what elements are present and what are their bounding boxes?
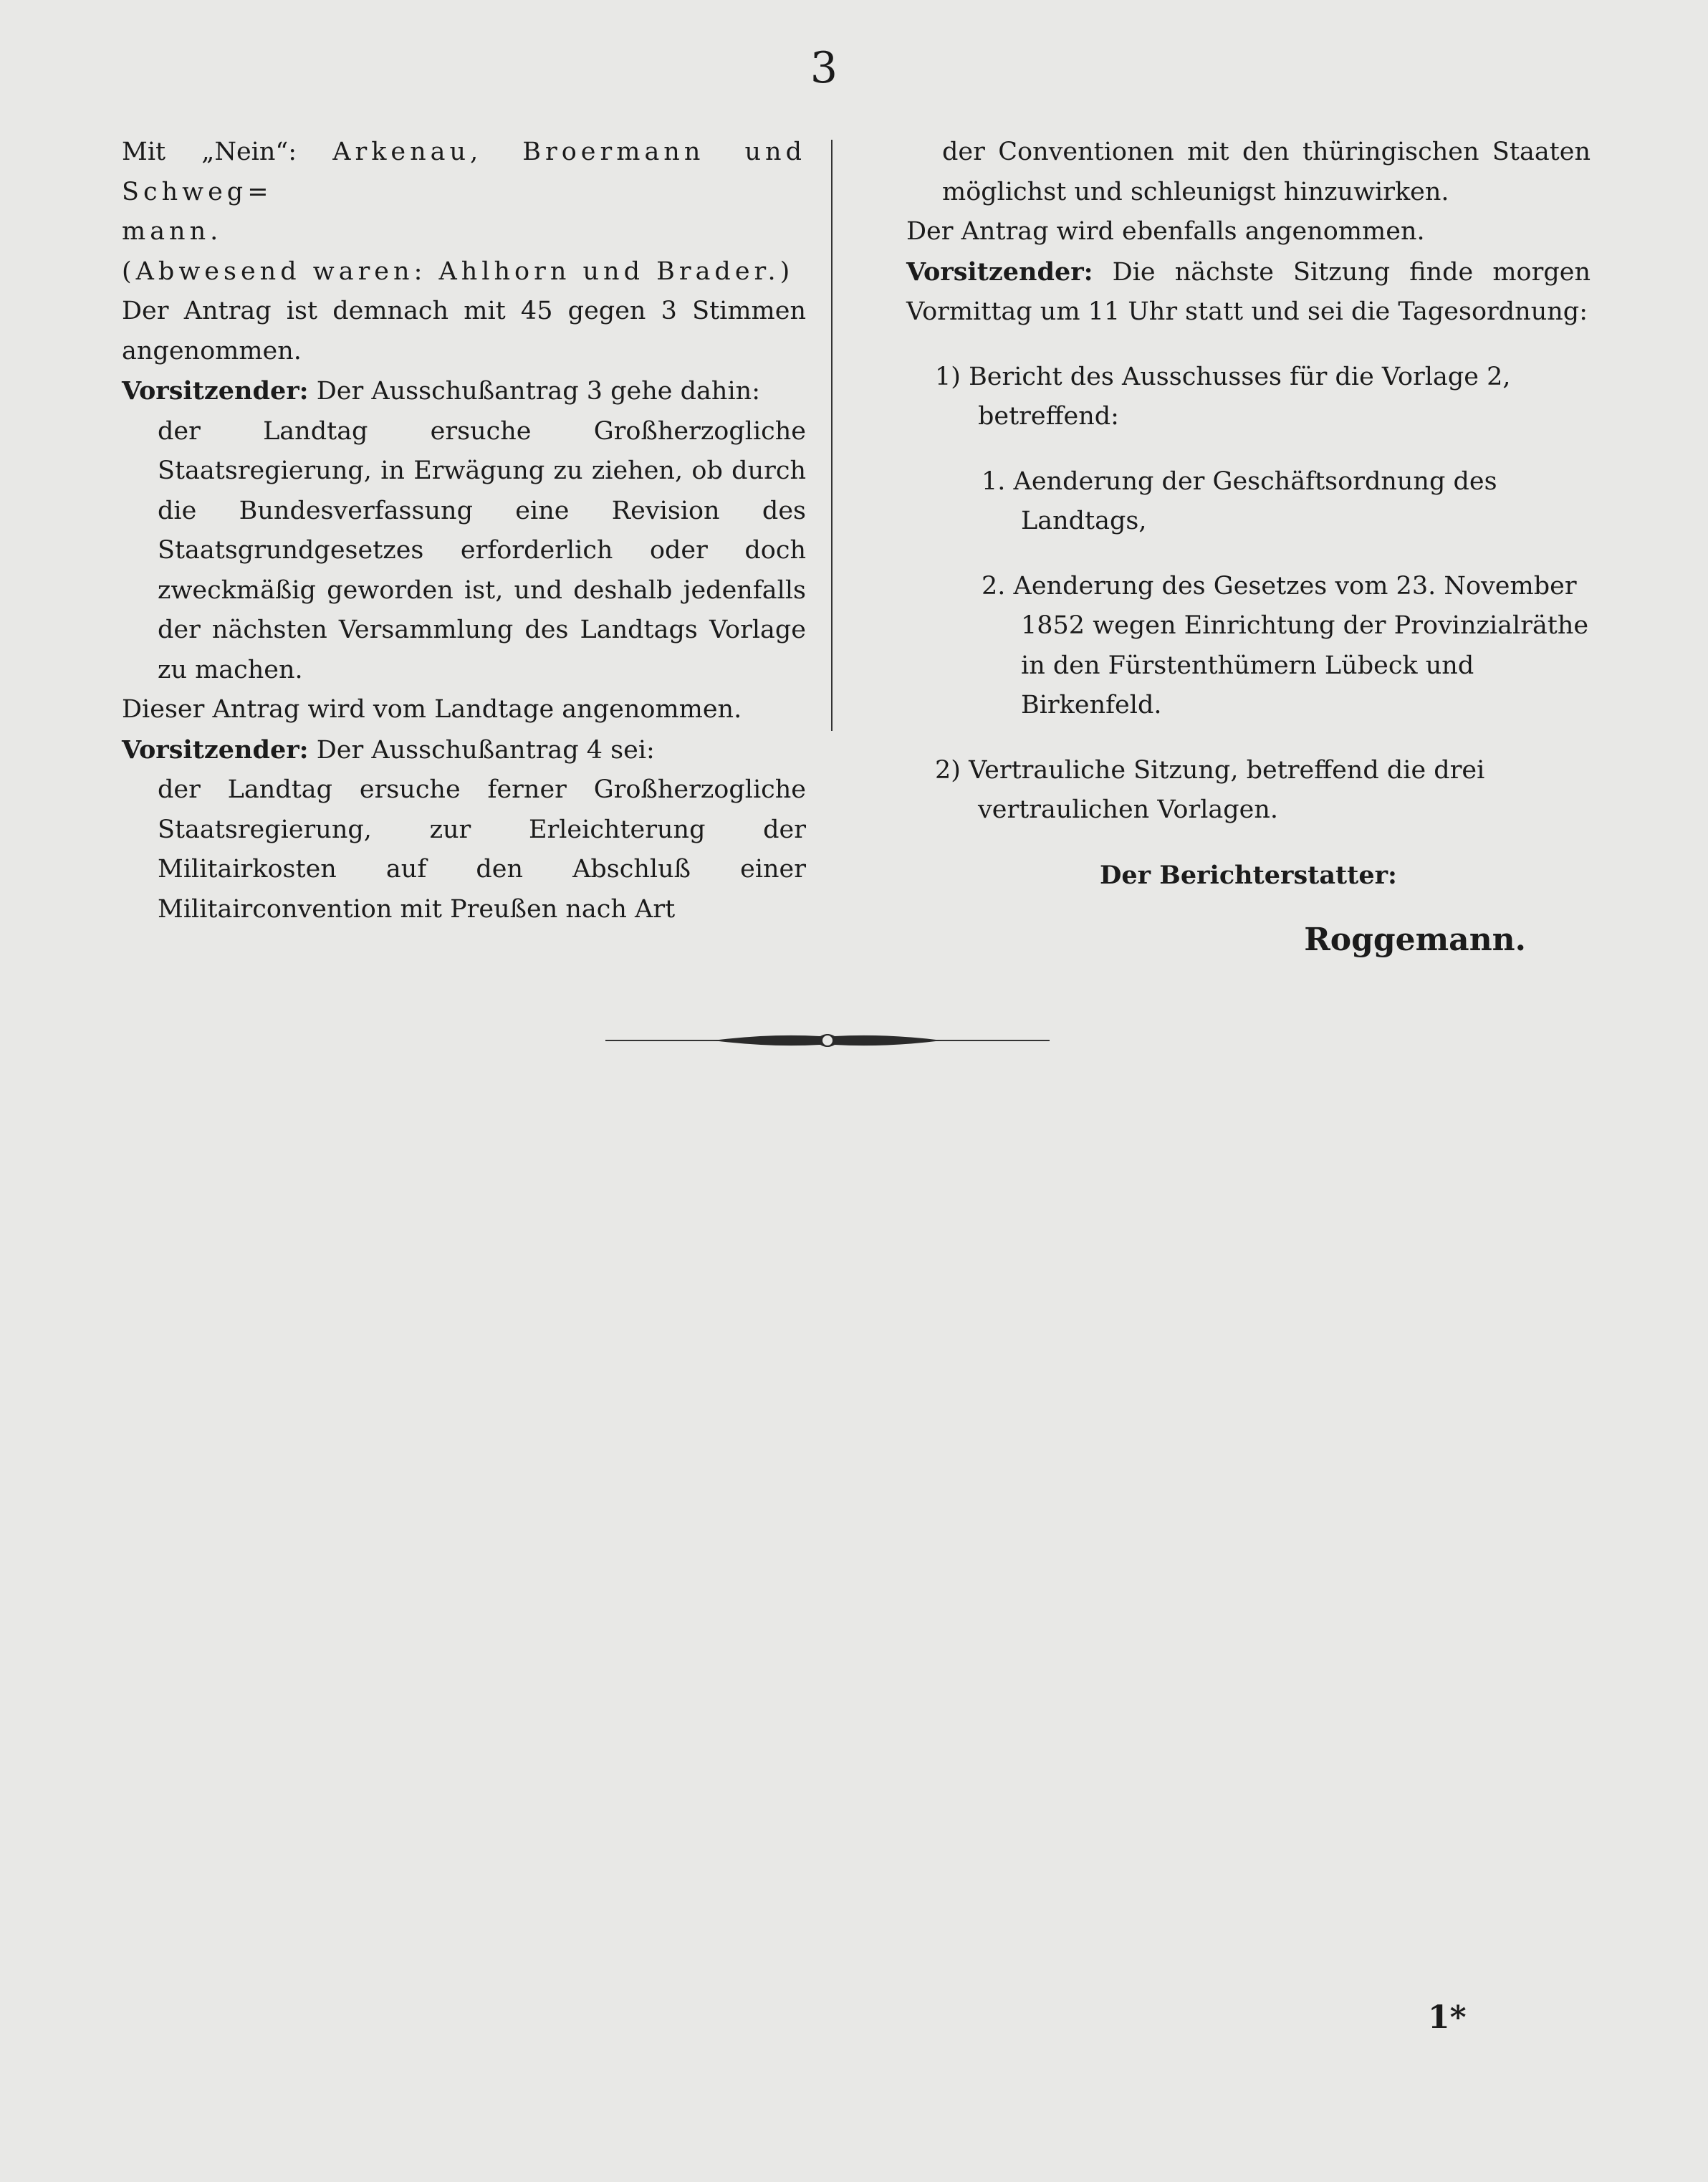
right-column: [906, 133, 1591, 992]
motion-3-result: Dieser Antrag wird vom Landtage angenommen.: [122, 695, 742, 724]
speaker-label: Vorsitzender:: [906, 257, 1093, 287]
speaker-label: Vorsitzender:: [122, 734, 309, 765]
column-divider: [831, 140, 833, 731]
page-number: 3: [810, 43, 838, 93]
result-line: Der Antrag ist demnach mit 45 gegen 3 Stimmen angenommen.: [122, 297, 806, 365]
agenda-list: [906, 358, 1591, 831]
agenda-subitem-2: 2. Aenderung des Gesetzes vom 23. November 1852 wegen Einrichtung der Provinzialräthe in den Fürstenthümern Lübeck und Birkenfeld.: [982, 571, 1589, 719]
sheet-signature-mark: 1*: [1428, 1999, 1467, 2036]
motion-4-intro: Vorsitzender: Der Ausschußantrag 4 sei:: [122, 734, 655, 765]
vote-no-names-cont: mann.: [122, 217, 223, 246]
motion-3-intro: Vorsitzender: Der Ausschußantrag 3 gehe dahin:: [122, 376, 760, 406]
next-session: Vorsitzender: Die nächste Sitzung finde morgen Vormittag um 11 Uhr statt und sei die Tagesordnung:: [906, 257, 1591, 326]
agenda-item-1: 1) Bericht des Ausschusses für die Vorlage 2, betreffend:: [935, 362, 1511, 431]
vote-no-prefix: Mit „Nein“:: [122, 138, 333, 166]
motion-4-result: Der Antrag wird ebenfalls angenommen.: [906, 217, 1425, 246]
vote-no-names: Arkenau, Broermann und Schweg=: [122, 138, 806, 206]
motion-4-text-cont: der Conventionen mit den thüringischen Staaten möglichst und schleunigst hinzuwirken.: [942, 138, 1591, 206]
agenda-item-2: 2) Vertrauliche Sitzung, betreffend die drei vertraulichen Vorlagen.: [935, 755, 1485, 824]
agenda-subitem-1: 1. Aenderung der Geschäftsordnung des Landtags,: [982, 466, 1497, 535]
reporter-label: Der Berichterstatter:: [1100, 860, 1397, 890]
left-column: [122, 133, 806, 929]
vote-no-line: [122, 133, 806, 252]
motion-4-text: der Landtag ersuche ferner Großherzogliche Staatsregierung, zur Erleichterung der Militairkosten auf den Abschluß einer Militairconvention mit Preußen nach Art: [158, 775, 806, 924]
motion-3-text: der Landtag ersuche Großherzogliche Staatsregierung, in Erwägung zu ziehen, ob durch die Bundesverfassung eine Revision des Staatsgrundgesetzes erforderlich oder doch zweckmäßig geworden ist, und deshalb jedenfalls der nächsten Versammlung des Landtags Vorlage zu machen.: [158, 416, 806, 684]
reporter-name: Roggemann.: [1304, 922, 1526, 958]
absent-line: (Abwesend waren: Ahlhorn und Brader.): [122, 257, 795, 286]
ornament-divider: [605, 1026, 1050, 1055]
speaker-label: Vorsitzender:: [122, 376, 309, 406]
